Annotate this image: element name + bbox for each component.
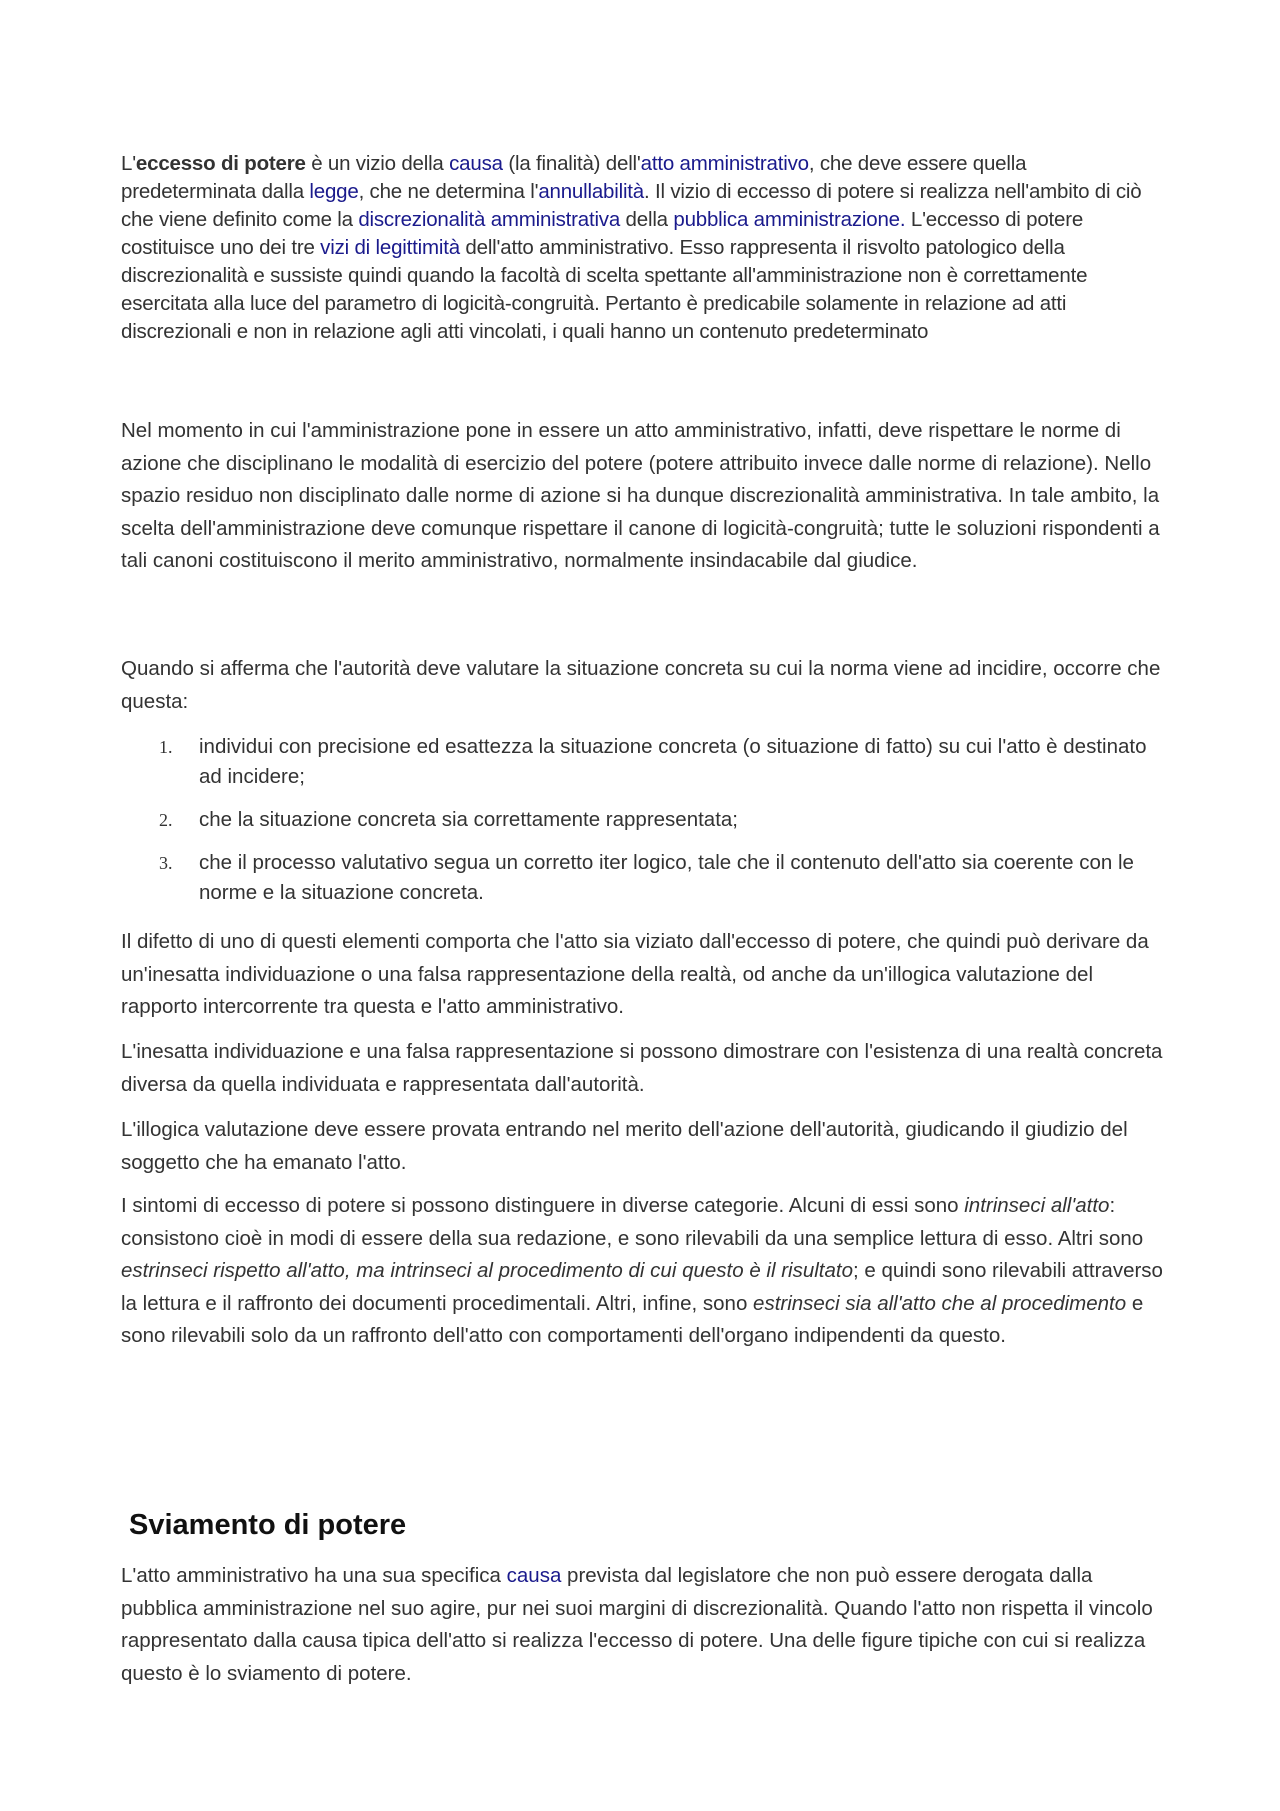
intro-paragraph [121,150,1166,346]
link-legge[interactable]: legge [309,180,359,203]
link-annullabilita[interactable]: annullabilità [538,180,645,203]
text: e sono rilevabili solo da un raffronto dell'atto con comportamenti dell'organo indipendenti da questo. [121,1291,1144,1348]
link-causa[interactable]: causa [506,1564,562,1587]
text: L' [121,152,136,175]
paragraph-8 [121,1560,1166,1690]
paragraph-5: L'inesatta individuazione e una falsa rappresentazione si possono dimostrare con l'esistenza di una realtà concreta diversa da quella individuata e rappresentata dall'autorità. [121,1040,1163,1096]
list-text: individui con precisione ed esattezza la situazione concreta (o situazione di fatto) su cui l'atto è destinato ad incidere; [199,735,1147,788]
text: . Il vizio di eccesso di potere si realizza nell'ambito di ciò che viene definito come la [121,180,1142,231]
bold-term: eccesso di potere [135,152,306,175]
paragraph-7 [121,1190,1166,1353]
italic-term: intrinseci all'atto [964,1194,1110,1217]
link-vizi-legittimita[interactable]: vizi di legittimità [320,236,460,259]
link-causa[interactable]: causa [449,152,503,175]
text: (la finalità) dell' [502,152,641,175]
list-item [121,732,1166,792]
list-number: 2. [159,810,173,830]
text: , che ne determina l' [358,180,539,203]
list-item [121,805,1166,835]
list-number: 1. [159,737,173,757]
list-number: 3. [159,853,173,873]
text: ; e quindi sono rilevabili attraverso la lettura e il raffronto dei documenti procedimentali. Altri, infine, sono [121,1259,1163,1315]
ordered-list [121,732,1166,921]
section-heading: Sviamento di potere [129,1509,407,1541]
italic-term: estrinseci rispetto all'atto, ma intrinseci al procedimento di cui questo è il risultato [121,1259,854,1283]
text: , che deve essere quella predeterminata dalla [121,152,1027,203]
paragraph-3: Quando si afferma che l'autorità deve valutare la situazione concreta su cui la norma viene ad incidire, occorre che questa: [121,657,1161,713]
link-discrezionalita[interactable]: discrezionalità amministrativa [358,208,621,231]
italic-term: estrinseci sia all'atto che al procedimento [753,1291,1127,1315]
text: I sintomi di eccesso di potere si possono distinguere in diverse categorie. Alcuni di essi sono [121,1194,965,1217]
text: della [620,208,674,231]
list-text: che il processo valutativo segua un corretto iter logico, tale che il contenuto dell'atto sia coerente con le norme e la situazione concreta. [199,851,1134,904]
paragraph-6: L'illogica valutazione deve essere provata entrando nel merito dell'azione dell'autorità, giudicando il giudizio del soggetto che ha emanato l'atto. [121,1118,1128,1174]
paragraph-2: Nel momento in cui l'amministrazione pone in essere un atto amministrativo, infatti, deve rispettare le norme di azione che disciplinano le modalità di esercizio del potere (potere attribuito invece dalle norme di relazione). Nello spazio residuo non disciplinato dalle norme di azione si ha dunque discrezionalità amministrativa. In tale ambito, la scelta dell'amministrazione deve comunque rispettare il canone di logicità-congruità; tutte le soluzioni rispondenti a tali canoni costituiscono il merito amministrativo, normalmente insindacabile dal giudice. [121,419,1160,573]
link-pubblica-amministrazione[interactable]: pubblica amministrazione. [673,208,906,231]
text: prevista dal legislatore che non può essere derogata dalla pubblica amministrazione nel suo agire, pur nei suoi margini di discrezionalità. Quando l'atto non rispetta il vincolo rappresentato dalla causa tipica dell'atto si realizza l'eccesso di potere. Una delle figure tipiche con cui si realizza questo è lo sviamento di potere. [121,1564,1153,1685]
text: dell'atto amministrativo. Esso rappresenta il risvolto patologico della discrezionalità e sussiste quindi quando la facoltà di scelta spettante all'amministrazione non è correttamente esercitata alla luce del parametro di logicità-congruità. Pertanto è predicabile solamente in relazione ad atti discrezionali e non in relazione agli atti vincolati, i quali hanno un contenuto predeterminato [121,236,1088,343]
list-item [121,848,1166,908]
paragraph-4: Il difetto di uno di questi elementi comporta che l'atto sia viziato dall'eccesso di potere, che quindi può derivare da un'inesatta individuazione o una falsa rappresentazione della realtà, od anche da un'illogica valutazione del rapporto intercorrente tra questa e l'atto amministrativo. [121,930,1149,1019]
link-atto-amministrativo[interactable]: atto amministrativo [640,152,809,175]
text: è un vizio della [305,152,450,175]
list-text: che la situazione concreta sia correttamente rappresentata; [199,808,738,831]
text: : consistono cioè in modi di essere della sua redazione, e sono rilevabili da una semplice lettura di esso. Altri sono [121,1194,1144,1250]
text: L'atto amministrativo ha una sua specifica [121,1564,507,1587]
text: L'eccesso di potere costituisce uno dei tre [121,208,1084,259]
